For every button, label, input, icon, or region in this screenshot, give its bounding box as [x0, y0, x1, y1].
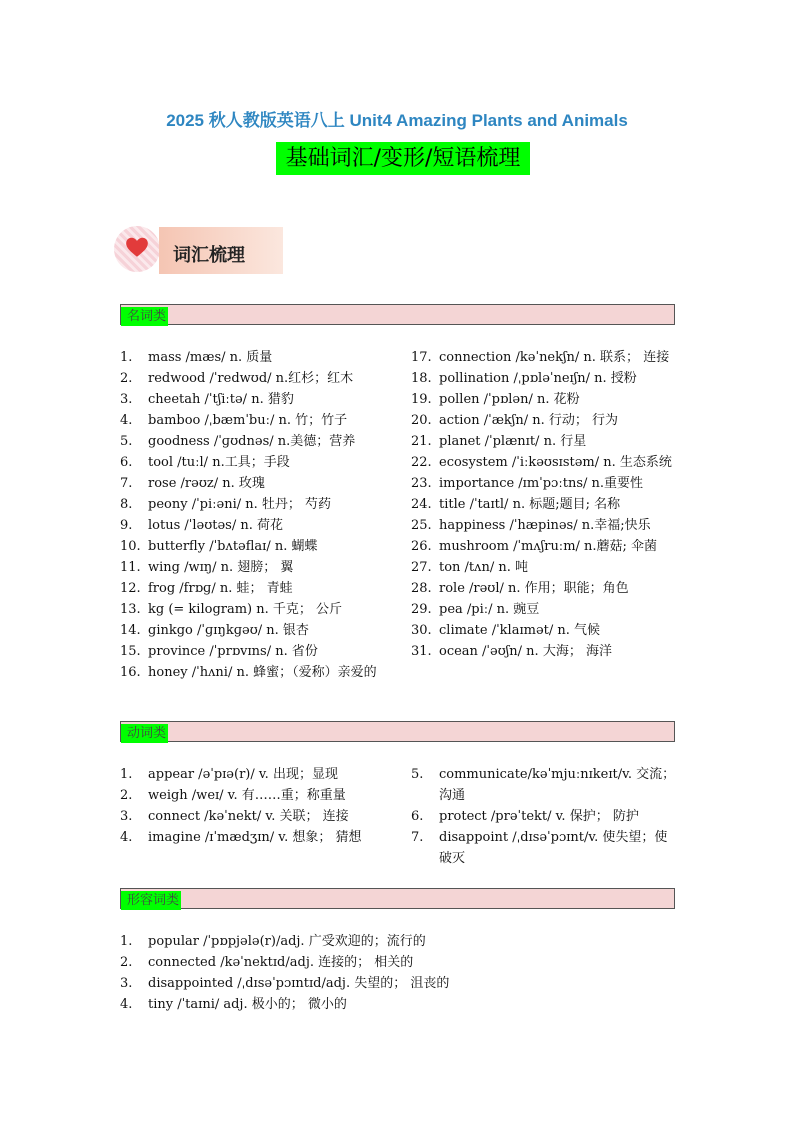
- entry-number: 1.: [120, 350, 133, 365]
- entry-text: communicate/kəˈmjuːnɪkeɪt/v. 交流；沟通: [439, 767, 676, 803]
- entry-text: bamboo /ˌbæmˈbuː/ n. 竹；竹子: [148, 413, 348, 428]
- section-label: 名词类: [121, 307, 168, 326]
- section-bar-verbs: [120, 721, 675, 742]
- entry-text: imagine /ɪˈmædʒɪn/ v. 想象； 猜想: [148, 830, 362, 845]
- document-subtitle: 基础词汇/变形/短语梳理: [276, 142, 530, 175]
- entry-text: disappointed /ˌdɪsəˈpɔɪntɪd/adj. 失望的； 沮丧的: [148, 976, 450, 991]
- entry-text: disappoint /ˌdɪsəˈpɔɪnt/v. 使失望；使破灭: [439, 830, 668, 866]
- entry-number: 13.: [120, 602, 141, 617]
- entry-text: mass /mæs/ n. 质量: [148, 350, 273, 365]
- vocab-entry: [120, 557, 385, 578]
- entry-number: 2.: [120, 955, 133, 970]
- verbs-right-column: [411, 764, 676, 869]
- entry-text: ecosystem /ˈiːkəʊsɪstəm/ n. 生态系统: [439, 455, 672, 470]
- entry-number: 22.: [411, 455, 432, 470]
- vocab-entry: [411, 557, 676, 578]
- section-label: 动词类: [121, 724, 168, 743]
- entry-text: pollination /ˌpɒləˈneɪʃn/ n. 授粉: [439, 371, 637, 386]
- entry-number: 4.: [120, 997, 133, 1012]
- entry-text: wing /wɪŋ/ n. 翅膀； 翼: [148, 560, 294, 575]
- entry-number: 15.: [120, 644, 141, 659]
- entry-number: 28.: [411, 581, 432, 596]
- vocab-entry: [120, 620, 385, 641]
- entry-number: 4.: [120, 413, 133, 428]
- heart-icon: [124, 234, 150, 260]
- entry-text: ginkgo /ˈɡɪŋkɡəʊ/ n. 银杏: [148, 623, 309, 638]
- entry-text: protect /prəˈtekt/ v. 保护； 防护: [439, 809, 639, 824]
- entry-text: connect /kəˈnekt/ v. 关联； 连接: [148, 809, 349, 824]
- entry-text: importance /ɪmˈpɔːtns/ n.重要性: [439, 476, 644, 491]
- entry-number: 27.: [411, 560, 432, 575]
- entry-number: 2.: [120, 371, 133, 386]
- vocab-entry: [411, 431, 676, 452]
- entry-text: appear /əˈpɪə(r)/ v. 出现；显现: [148, 767, 338, 782]
- vocab-entry: [120, 410, 385, 431]
- vocab-entry: [411, 410, 676, 431]
- entry-number: 31.: [411, 644, 432, 659]
- entry-number: 5.: [120, 434, 133, 449]
- entry-number: 9.: [120, 518, 133, 533]
- entry-number: 3.: [120, 809, 133, 824]
- vocab-entry: [411, 536, 676, 557]
- vocab-entry: [120, 347, 385, 368]
- entry-text: happiness /ˈhæpinəs/ n.幸福;快乐: [439, 518, 651, 533]
- verbs-left-column: [120, 764, 385, 848]
- entry-number: 29.: [411, 602, 432, 617]
- vocab-entry: [411, 515, 676, 536]
- entry-text: pea /piː/ n. 豌豆: [439, 602, 540, 617]
- entry-number: 6.: [411, 809, 424, 824]
- nouns-left-column: [120, 347, 385, 683]
- vocab-entry: [411, 806, 676, 827]
- entry-text: ocean /ˈəʊʃn/ n. 大海； 海洋: [439, 644, 612, 659]
- vocab-entry: [120, 764, 385, 785]
- entry-number: 3.: [120, 976, 133, 991]
- entry-number: 30.: [411, 623, 432, 638]
- entry-text: weigh /weɪ/ v. 有……重；称重量: [148, 788, 346, 803]
- entry-number: 16.: [120, 665, 141, 680]
- entry-number: 2.: [120, 788, 133, 803]
- entry-text: rose /rəʊz/ n. 玫瑰: [148, 476, 265, 491]
- entry-number: 7.: [120, 476, 133, 491]
- entry-number: 1.: [120, 767, 133, 782]
- entry-text: lotus /ˈləʊtəs/ n. 荷花: [148, 518, 283, 533]
- vocab-entry: [411, 452, 676, 473]
- vocab-entry: [120, 578, 385, 599]
- vocab-entry: [411, 599, 676, 620]
- entry-number: 25.: [411, 518, 432, 533]
- vocab-entry: [120, 494, 385, 515]
- vocab-entry: [120, 931, 675, 952]
- vocab-entry: [120, 806, 385, 827]
- adjectives-column: [120, 931, 675, 1015]
- entry-text: frog /frɒɡ/ n. 蛙； 青蛙: [148, 581, 293, 596]
- entry-number: 17.: [411, 350, 432, 365]
- section-bar-nouns: [120, 304, 675, 325]
- entry-number: 18.: [411, 371, 432, 386]
- vocab-entry: [120, 599, 385, 620]
- entry-number: 20.: [411, 413, 432, 428]
- vocab-entry: [411, 827, 676, 869]
- entry-text: title /ˈtaɪtl/ n. 标题;题目; 名称: [439, 497, 621, 512]
- vocab-entry: [120, 452, 385, 473]
- entry-number: 8.: [120, 497, 133, 512]
- entry-text: pollen /ˈpɒlən/ n. 花粉: [439, 392, 580, 407]
- entry-text: tiny /ˈtaɪni/ adj. 极小的； 微小的: [148, 997, 347, 1012]
- entry-number: 23.: [411, 476, 432, 491]
- vocab-entry: [411, 368, 676, 389]
- vocab-entry: [120, 431, 385, 452]
- entry-text: kg (= kilogram) n. 千克； 公斤: [148, 602, 343, 617]
- vocab-entry: [120, 994, 675, 1015]
- vocab-entry: [120, 785, 385, 806]
- vocab-entry: [411, 620, 676, 641]
- entry-number: 10.: [120, 539, 141, 554]
- entry-number: 11.: [120, 560, 141, 575]
- entry-text: tool /tuːl/ n.工具；手段: [148, 455, 290, 470]
- vocab-entry: [120, 389, 385, 410]
- vocab-entry: [411, 389, 676, 410]
- entry-text: peony /ˈpiːəni/ n. 牡丹； 芍药: [148, 497, 332, 512]
- entry-text: connected /kəˈnektɪd/adj. 连接的； 相关的: [148, 955, 414, 970]
- nouns-right-column: [411, 347, 676, 662]
- vocab-entry: [120, 952, 675, 973]
- vocab-entry: [411, 347, 676, 368]
- entry-number: 12.: [120, 581, 141, 596]
- entry-text: action /ˈækʃn/ n. 行动； 行为: [439, 413, 618, 428]
- vocab-entry: [411, 473, 676, 494]
- vocab-entry: [120, 827, 385, 848]
- entry-text: butterfly /ˈbʌtəflaɪ/ n. 蝴蝶: [148, 539, 318, 554]
- entry-number: 14.: [120, 623, 141, 638]
- entry-text: redwood /ˈredwʊd/ n.红杉；红木: [148, 371, 354, 386]
- entry-number: 5.: [411, 767, 424, 782]
- entry-number: 6.: [120, 455, 133, 470]
- entry-number: 7.: [411, 830, 424, 845]
- section-label: 形容词类: [121, 891, 181, 910]
- entry-number: 19.: [411, 392, 432, 407]
- entry-text: role /rəʊl/ n. 作用；职能；角色: [439, 581, 629, 596]
- entry-text: honey /ˈhʌni/ n. 蜂蜜；（爱称）亲爱的: [148, 665, 377, 680]
- entry-text: ton /tʌn/ n. 吨: [439, 560, 529, 575]
- vocab-entry: [120, 536, 385, 557]
- entry-text: popular /ˈpɒpjələ(r)/adj. 广受欢迎的；流行的: [148, 934, 426, 949]
- badge-label: 词汇梳理: [159, 227, 283, 274]
- vocab-entry: [120, 368, 385, 389]
- vocab-entry: [411, 578, 676, 599]
- document-title: 2025 秋人教版英语八上 Unit4 Amazing Plants and Animals: [166, 111, 628, 130]
- entry-number: 3.: [120, 392, 133, 407]
- entry-text: climate /ˈklaɪmət/ n. 气候: [439, 623, 601, 638]
- vocab-entry: [120, 473, 385, 494]
- section-bar-adjectives: [120, 888, 675, 909]
- entry-text: mushroom /ˈmʌʃruːm/ n.蘑菇; 伞菌: [439, 539, 658, 554]
- entry-text: cheetah /ˈtʃiːtə/ n. 猎豹: [148, 392, 294, 407]
- entry-number: 24.: [411, 497, 432, 512]
- entry-text: connection /kəˈnekʃn/ n. 联系； 连接: [439, 350, 670, 365]
- vocab-entry: [411, 494, 676, 515]
- vocab-entry: [411, 764, 676, 806]
- entry-number: 1.: [120, 934, 133, 949]
- vocab-entry: [120, 641, 385, 662]
- entry-number: 21.: [411, 434, 432, 449]
- vocab-entry: [120, 515, 385, 536]
- vocab-entry: [120, 662, 385, 683]
- vocab-entry: [411, 641, 676, 662]
- vocab-entry: [120, 973, 675, 994]
- entry-number: 26.: [411, 539, 432, 554]
- entry-text: province /ˈprɒvɪns/ n. 省份: [148, 644, 318, 659]
- entry-number: 4.: [120, 830, 133, 845]
- entry-text: goodness /ˈɡʊdnəs/ n.美德；营养: [148, 434, 356, 449]
- entry-text: planet /ˈplænɪt/ n. 行星: [439, 434, 587, 449]
